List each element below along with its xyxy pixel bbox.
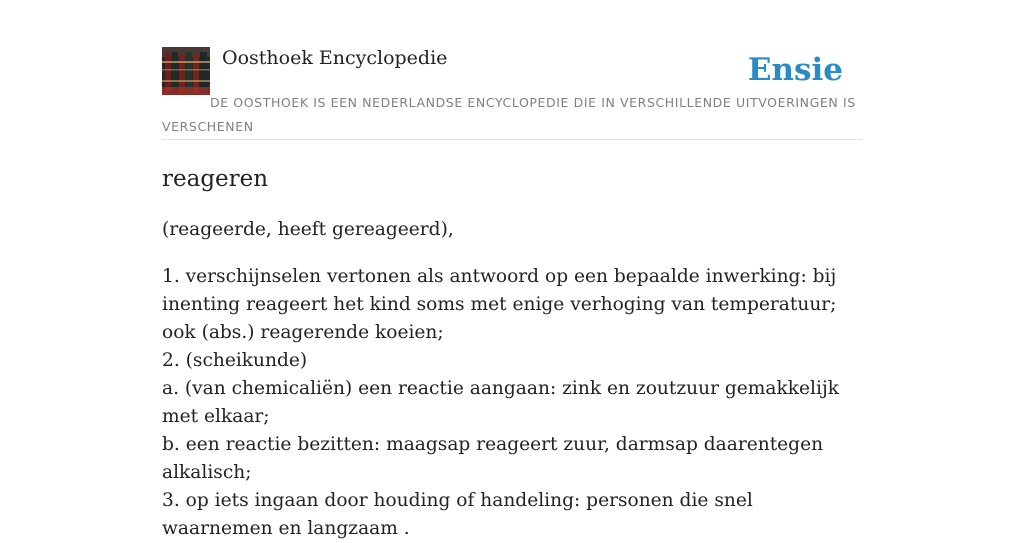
entry-definition (162, 263, 862, 543)
encyclopedia-books-avatar-icon (162, 47, 210, 95)
definition-line: b. een reactie bezitten: maagsap reageert zuur, darmsap daarentegen alkalisch; (162, 434, 824, 483)
header-divider (162, 139, 862, 140)
source-name-link[interactable]: Oosthoek Encyclopedie (222, 47, 448, 69)
entry-forms: (reageerde, heeft gereageerd), (162, 219, 454, 240)
definition-line: 1. verschijnselen vertonen als antwoord op een bepaalde inwerking: bij inenting reageert het kind soms met enige verhoging van temperatuur; ook (abs.) reagerende koeien; (162, 266, 837, 343)
definition-line: 2. (scheikunde) (162, 350, 308, 371)
source-description: DE OOSTHOEK IS EEN NEDERLANDSE ENCYCLOPEDIE DIE IN VERSCHILLENDE UITVOERINGEN IS VERSCHENEN (162, 95, 856, 134)
entry-term: reageren (162, 166, 269, 192)
ensie-logo-link[interactable]: Ensie (747, 52, 843, 88)
source-avatar[interactable] (162, 47, 210, 95)
definition-line: 3. op iets ingaan door houding of handeling: personen die snel waarnemen en langzaam . (162, 490, 753, 539)
definition-line: a. (van chemicaliën) een reactie aangaan: zink en zoutzuur gemakkelijk met elkaar; (162, 378, 839, 427)
